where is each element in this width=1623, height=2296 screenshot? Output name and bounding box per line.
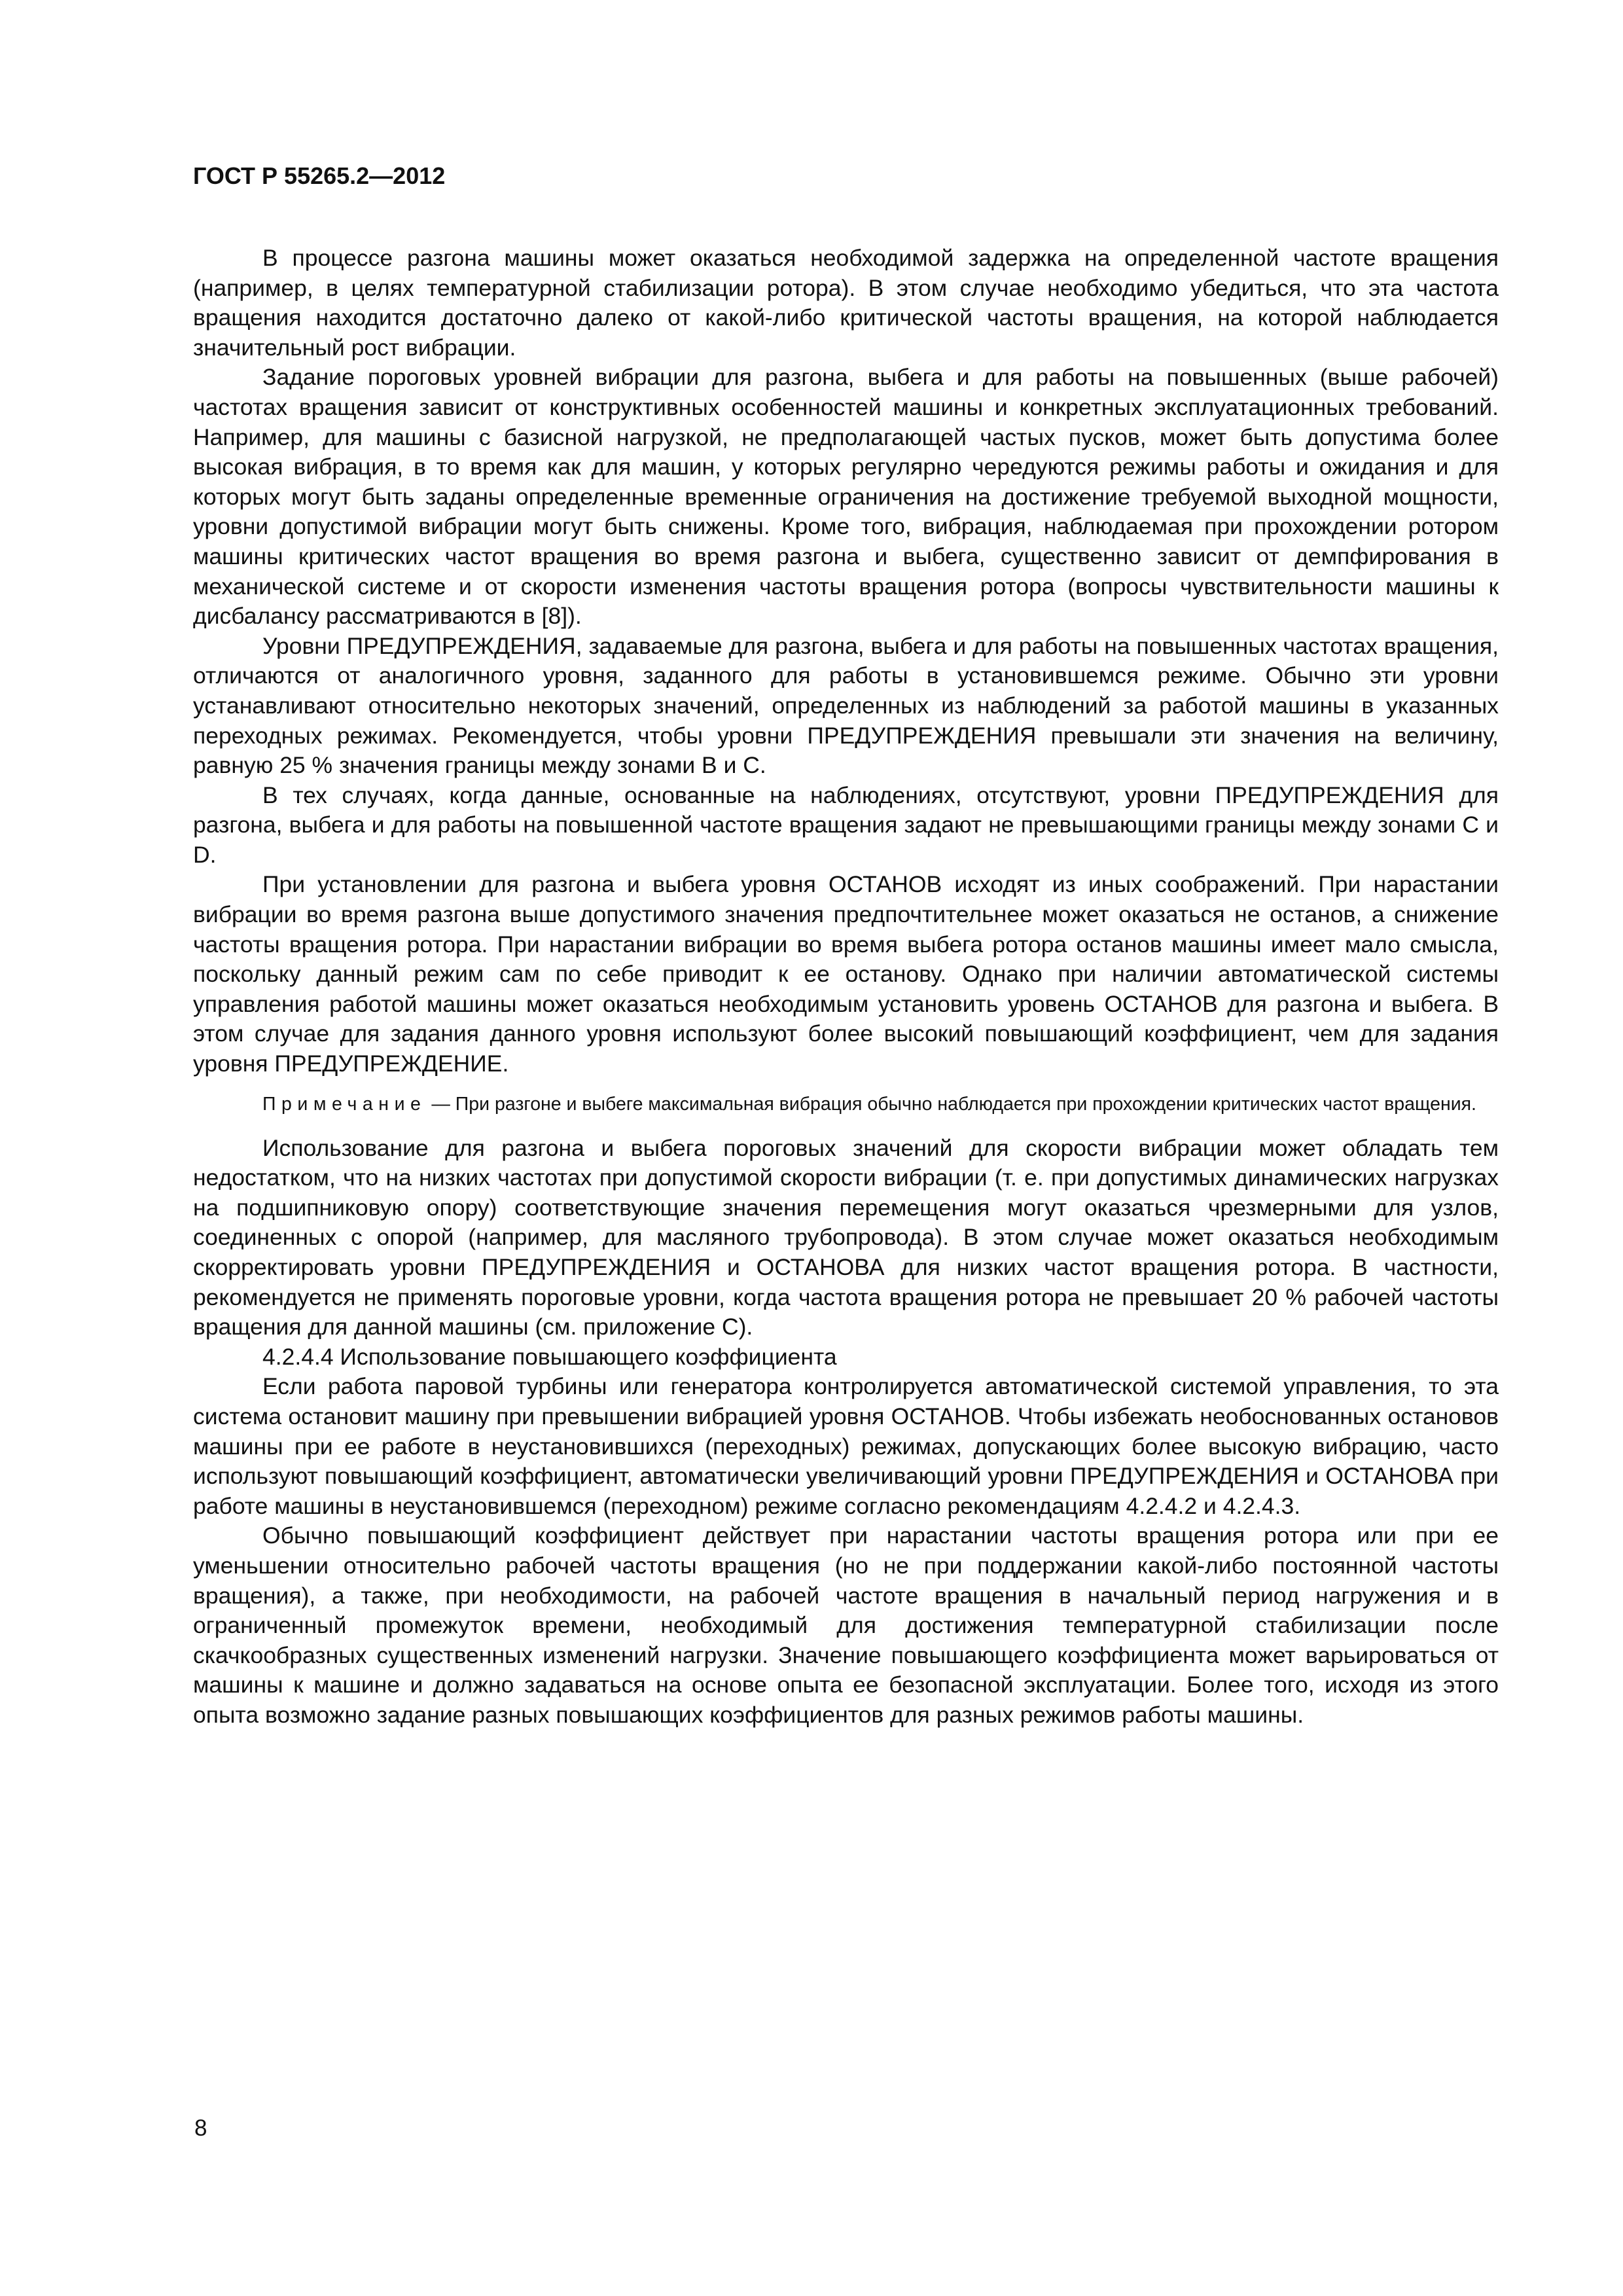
note-label: Примечание [262, 1093, 427, 1115]
paragraph: Задание пороговых уровней вибрации для разгона, выбега и для работы на повышенных (выше рабочей) частотах вращения зависит от конструктивных особенностей машины и конкретных эксплуатационных требований. Например, для машины с базисной нагрузкой, не предполагающей частых пусков, может быть допустима более высокая вибрация, в то время как для машин, у которых регулярно чередуются режимы работы и ожидания и для которых могут быть заданы определенные временные ограничения на достижение требуемой выходной мощности, уровни допустимой вибрации могут быть снижены. Кроме того, вибрация, наблюдаемая при прохождении ротором машины критических частот вращения во время разгона и выбега, существенно зависит от демпфирования в механической системе и от скорости изменения частоты вращения ротора (вопросы чувствительности машины к дисбалансу рассматриваются в [8]). [193, 364, 1499, 630]
paragraph: Использование для разгона и выбега пороговых значений для скорости вибрации может обладать тем недостатком, что на низких частотах при допустимой скорости вибрации (т. е. при допустимых динамических нагрузках на подшипниковую опору) соответствующие значения перемещения могут оказаться чрезмерными для узлов, соединенных с опорой (например, для масляного трубопровода). В этом случае может оказаться необходимым скорректировать уровни ПРЕДУПРЕЖДЕНИЯ и ОСТАНОВА для низких частот вращения ротора. В частности, рекомендуется не применять пороговые уровни, когда частота вращения ротора не превышает 20 % рабочей частоты вращения для данной машины (см. приложение С). [193, 1134, 1499, 1340]
page-number: 8 [194, 2115, 207, 2141]
paragraph: В процессе разгона машины может оказаться необходимой задержка на определенной частоте вращения (например, в целях температурной стабилизации ротора). В этом случае необходимо убедиться, что эта частота вращения находится достаточно далеко от какой-либо критической частоты вращения, на которой наблюдается значительный рост вибрации. [193, 245, 1499, 361]
paragraph: Если работа паровой турбины или генератора контролируется автоматической системой управления, то эта система остановит машину при превышении вибрацией уровня ОСТАНОВ. Чтобы избежать необоснованных остановов машины при ее работе в неустановившихся (переходных) режимах, допускающих более высокую вибрацию, часто используют повышающий коэффициент, автоматически увеличивающий уровни ПРЕДУПРЕЖДЕНИЯ и ОСТАНОВА при работе машины в неустановившемся (переходном) режиме согласно рекомендациям 4.2.4.2 и 4.2.4.3. [193, 1373, 1499, 1519]
paragraph: Обычно повышающий коэффициент действует при нарастании частоты вращения ротора или при ее уменьшении относительно рабочей частоты вращения (но не при поддержании какой-либо постоянной частоты вращения), а также, при необходимости, на рабочей частоте вращения в начальный период нагружения и в ограниченный промежуток времени, необходимый для достижения температурной стабилизации после скачкообразных существенных изменений нагрузки. Значение повышающего коэффициента может варьироваться от машины к машине и должно задаваться на основе опыта ее безопасной эксплуатации. Более того, исходя из этого опыта возможно задание разных повышающих коэффициентов для разных режимов работы машины. [193, 1522, 1499, 1728]
document-body [193, 243, 1499, 1731]
document-code: ГОСТ Р 55265.2—2012 [193, 162, 446, 189]
paragraph: При установлении для разгона и выбега уровня ОСТАНОВ исходят из иных соображений. При нарастании вибрации во время разгона выше допустимого значения предпочтительнее может оказаться не останов, а снижение частоты вращения ротора. При нарастании вибрации во время выбега ротора останов машины имеет мало смысла, поскольку данный режим сам по себе приводит к ее останову. Однако при наличии автоматической системы управления работой машины может оказаться необходимым установить уровень ОСТАНОВ для разгона и выбега. В этом случае для задания данного уровня используют более высокий повышающий коэффициент, чем для задания уровня ПРЕДУПРЕЖДЕНИЕ. [193, 871, 1499, 1077]
paragraph: В тех случаях, когда данные, основанные на наблюдениях, отсутствуют, уровни ПРЕДУПРЕЖДЕНИЯ для разгона, выбега и для работы на повышенной частоте вращения задают не превышающими границы между зонами С и D. [193, 781, 1499, 868]
note [193, 1092, 1499, 1117]
note-text: — При разгоне и выбеге максимальная вибрация обычно наблюдается при прохождении критических частот вращения. [431, 1093, 1476, 1115]
paragraph: Уровни ПРЕДУПРЕЖДЕНИЯ, задаваемые для разгона, выбега и для работы на повышенных частотах вращения, отличаются от аналогичного уровня, заданного для работы в установившемся режиме. Обычно эти уровни устанавливают относительно некоторых значений, определенных из наблюдений за работой машины в указанных переходных режимах. Рекомендуется, чтобы уровни ПРЕДУПРЕЖДЕНИЯ превышали эти значения на величину, равную 25 % значения границы между зонами В и С. [193, 632, 1499, 779]
section-heading: 4.2.4.4 Использование повышающего коэффициента [262, 1343, 837, 1370]
